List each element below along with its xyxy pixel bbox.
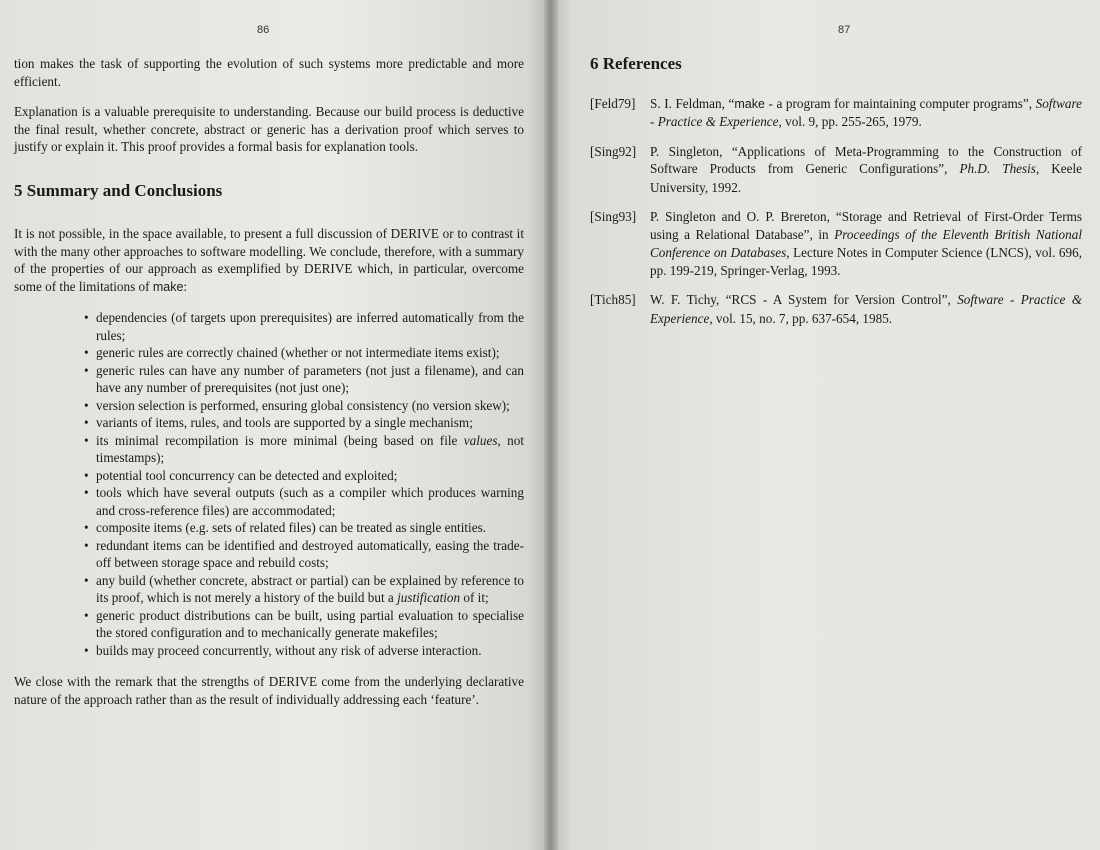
bullet-icon: •: [84, 642, 89, 658]
reference-entry: [590, 291, 1082, 327]
left-page-body: [14, 55, 524, 721]
paragraph-evolution: tion makes the task of supporting the evolution of such systems more predictable and more efficient.: [14, 56, 524, 89]
bullet-icon: •: [84, 537, 89, 553]
make-keyword: make: [152, 279, 184, 294]
list-item: • version selection is performed, ensuring global consistency (no version skew);: [84, 397, 510, 413]
bullet-icon: •: [84, 310, 89, 325]
bullet-icon: •: [84, 397, 89, 413]
paragraph-closing: We close with the remark that the strengths of DERIVE come from the underlying declarative nature of the approach rather than as the result of individually addressing each ‘feature’.: [14, 674, 524, 707]
bullet-icon: •: [84, 520, 89, 535]
paragraph-summary-intro: It is not possible, in the space available, to present a full discussion of DERIVE or to contrast it with the many other approaches to software modelling. We conclude, therefore, with a summary of the properties of our approach as exemplified by DERIVE which, in particular, overcome some of the limitations of make:: [14, 226, 524, 294]
reference-entry: [590, 208, 1082, 279]
bullet-icon: •: [84, 345, 89, 360]
list-item: • any build (whether concrete, abstract or partial) can be explained by reference to its proof, which is not merely a history of the build but a justification of it;: [84, 572, 524, 605]
properties-list: [14, 309, 524, 659]
bullet-icon: •: [84, 467, 89, 483]
list-item: • dependencies (of targets upon prerequisites) are inferred automatically from the rules;: [84, 310, 524, 343]
list-item: • composite items (e.g. sets of related files) can be treated as single entities.: [84, 520, 486, 535]
reference-key: [Sing92]: [590, 143, 637, 159]
reference-entry: [590, 95, 1082, 131]
bullet-icon: •: [84, 415, 89, 430]
bullet-icon: •: [84, 572, 89, 588]
right-page-number: 87: [838, 24, 851, 36]
left-page-number: 86: [257, 24, 270, 36]
list-item: • tools which have several outputs (such as a compiler which produces warning and cross-reference files) are accommodated;: [84, 485, 524, 518]
paragraph-explanation: Explanation is a valuable prerequisite to understanding. Because our build process is deductive the final result, whether concrete, abstract or generic has a derivation proof which serves to justify or explain it. This proof provides a formal basis for explanation tools.: [14, 104, 524, 154]
bullet-icon: •: [84, 432, 89, 448]
bullet-icon: •: [84, 362, 89, 378]
reference-key: [Feld79]: [590, 95, 636, 111]
list-item: • generic rules are correctly chained (whether or not intermediate items exist);: [84, 345, 500, 360]
list-item: • builds may proceed concurrently, without any risk of adverse interaction.: [84, 642, 482, 658]
list-item: • variants of items, rules, and tools are supported by a single mechanism;: [84, 415, 473, 430]
list-item: • redundant items can be identified and destroyed automatically, easing the trade-off between storage space and rebuild costs;: [84, 537, 524, 570]
reference-text: S. I. Feldman, “make - a program for maintaining computer programs”, Software - Practice & Experience, vol. 9, pp. 255-265, 1979.: [650, 95, 1082, 129]
reference-key: [Sing93]: [590, 209, 637, 224]
list-item: • its minimal recompilation is more minimal (being based on file values, not timestamps);: [84, 432, 524, 465]
reference-text: P. Singleton, “Applications of Meta-Programming to the Construction of Software Products from Generic Configurations”, Ph.D. Thesis, Keele University, 1992.: [650, 143, 1083, 195]
list-item: • potential tool concurrency can be detected and exploited;: [84, 467, 398, 483]
reference-entry: [590, 143, 1082, 197]
section-heading-references: 6 References: [590, 54, 682, 73]
bullet-icon: •: [84, 607, 89, 623]
section-heading-summary: 5 Summary and Conclusions: [14, 180, 223, 200]
right-page: [550, 0, 1100, 850]
list-item: • generic rules can have any number of parameters (not just a filename), and can have any number of prerequisites (not just one);: [84, 362, 524, 395]
make-keyword: make: [734, 96, 765, 111]
right-page-body: [590, 55, 1082, 339]
reference-text: W. F. Tichy, “RCS - A System for Version Control”, Software - Practice & Experience, vol. 15, no. 7, pp. 637-654, 1985.: [650, 292, 1082, 326]
list-item: • generic product distributions can be built, using partial evaluation to specialise the stored configuration and to mechanically generate makefiles;: [84, 607, 524, 640]
reference-text: P. Singleton and O. P. Brereton, “Storage and Retrieval of First-Order Terms using a Relational Database”, in Proceedings of the Eleventh British National Conference on Databases, Lecture Notes in Computer Science (LNCS), vol. 696, pp. 199-219, Springer-Verlag, 1993.: [650, 209, 1082, 278]
bullet-icon: •: [84, 485, 89, 500]
reference-key: [Tich85]: [590, 292, 636, 307]
